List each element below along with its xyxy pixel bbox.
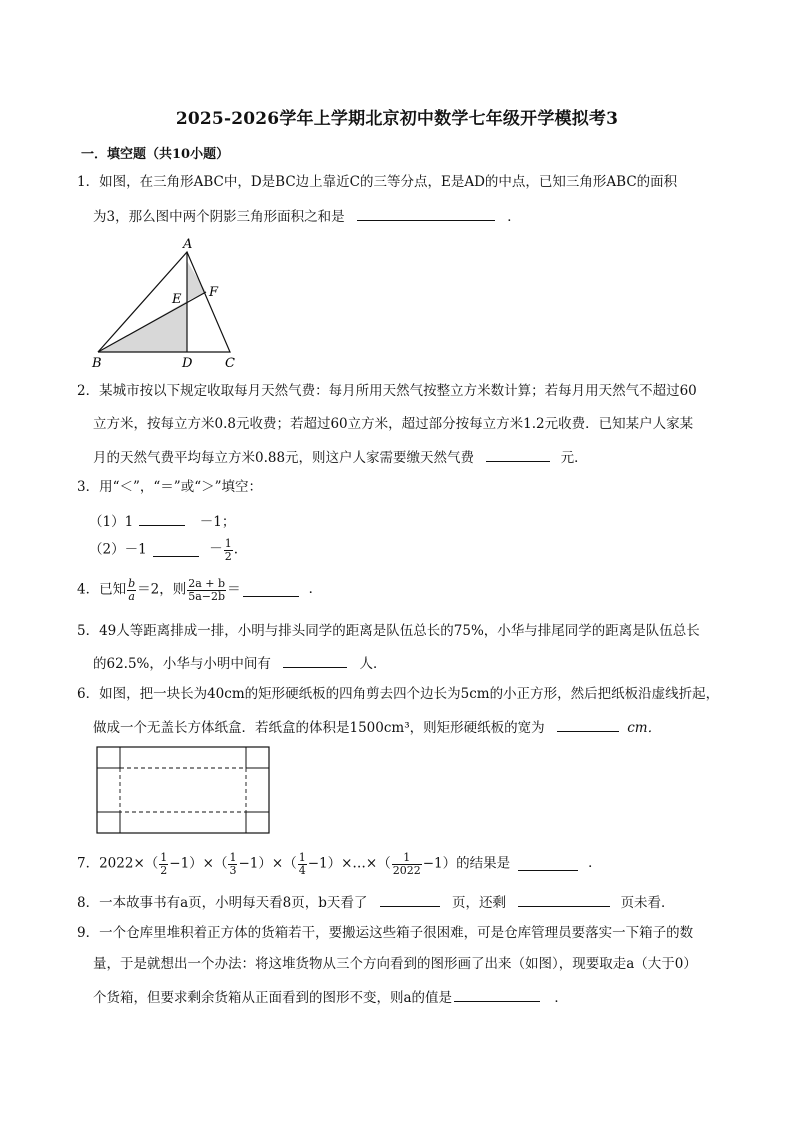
question-3-fraction [224, 538, 233, 562]
question-6-answer-blank[interactable] [557, 719, 619, 732]
question-3-part-2-minus: － [209, 541, 223, 558]
fraction-denominator: 2 [224, 549, 232, 563]
fraction-denominator: a [128, 589, 135, 603]
question-6-unit: cm． [627, 720, 662, 736]
question-6-line-1 [77, 688, 719, 702]
question-2-text-1: 某城市按以下规定收取每月天然气费：每月所用天然气按整立方米数计算；若每月用天然气不超过60 [99, 383, 697, 399]
question-5-number: 5． [77, 623, 100, 639]
question-6-text-1: 如图，把一块长为40cm的矩形硬纸板的四角剪去四个边长为5cm的小正方形，然后把纸板沿虚线折起， [99, 686, 720, 702]
question-2-end: 元． [560, 450, 588, 466]
question-8-text-a: 一本故事书有a页，小明每天看8页，b天看了 [99, 895, 368, 911]
question-7-text-a2: −1）×（ [169, 855, 228, 872]
question-9-text-3: 个货箱，但要求剩余货箱从正面看到的图形不变，则a的值是 [93, 990, 453, 1006]
page-title: 2025-2026学年上学期北京初中数学七年级开学模拟考3 [175, 109, 619, 129]
label-f: F [209, 285, 219, 300]
question-3-part-2-left: （2）－1 [89, 541, 147, 558]
question-2-text-3: 月的天然气费平均每立方米0.88元，则这户人家需要缴天然气费 [93, 450, 475, 466]
question-3-part-2 [89, 538, 238, 562]
question-9-text-1: 一个仓库里堆积着正方体的货箱若干，要搬运这些箱子很困难，可是仓库管理员要落实一下箱子的数 [99, 925, 694, 941]
question-8-text-b: 页，还剩 [451, 895, 506, 911]
fraction-denominator: 2 [160, 863, 168, 877]
fraction-denominator: 3 [229, 863, 237, 877]
question-2-line-3 [93, 449, 588, 466]
cardboard-figure [96, 746, 272, 836]
question-7-text-a4: −1）×…×（ [307, 855, 391, 872]
fraction-numerator: 1 [298, 851, 306, 864]
question-4-fraction-1 [127, 578, 136, 602]
question-3-part-2-blank[interactable] [153, 544, 199, 557]
question-5-answer-blank[interactable] [283, 655, 347, 668]
fraction-denominator: 4 [298, 863, 306, 877]
fraction-numerator: 1 [160, 851, 168, 864]
question-7-text-a5: −1）的结果是 [422, 855, 511, 872]
question-5-line-2 [93, 655, 386, 672]
question-7-text-a3: −1）×（ [238, 855, 297, 872]
question-8-number: 8． [77, 895, 100, 911]
question-7-text-a: 2022×（ [99, 855, 159, 872]
question-5-line-1 [77, 625, 700, 639]
question-1-answer-blank[interactable] [357, 208, 495, 221]
question-7-fraction-4 [392, 852, 422, 876]
question-1-text-2: 为3，那么图中两个阴影三角形面积之和是 [93, 209, 345, 225]
question-3-part-1 [89, 513, 235, 530]
question-8-text-c: 页未看． [620, 895, 675, 911]
question-4-number: 4． [77, 581, 100, 598]
label-c: C [225, 356, 235, 370]
question-4-text-c: ＝ [227, 581, 241, 598]
question-6-text-2: 做成一个无盖长方体纸盒．若纸盒的体积是1500cm³，则矩形硬纸板的宽为 [93, 720, 545, 736]
fraction-numerator: 2a + b [188, 577, 226, 590]
question-3-text-1: 用“＜”，“＝”或“＞”填空： [99, 479, 263, 495]
question-7-number: 7． [77, 855, 100, 872]
question-8-answer-blank-2[interactable] [518, 894, 610, 907]
question-1-line-1 [77, 176, 677, 190]
question-4-end: ． [308, 581, 323, 598]
fraction-denominator: 5a−2b [188, 589, 226, 603]
question-4-answer-blank[interactable] [243, 584, 299, 597]
question-9-text-2: 量，于是就想出一个办法：将这堆货物从三个方向看到的图形画了出来（如图），现要取走a（大于0） [93, 956, 697, 972]
question-7-line [77, 852, 602, 876]
question-4-fraction-2 [187, 578, 226, 602]
question-2-answer-blank[interactable] [486, 449, 550, 462]
fraction-numerator: 1 [392, 852, 422, 865]
question-7-fraction-1 [159, 852, 168, 876]
cardboard-outline [97, 747, 269, 833]
question-8-answer-blank-1[interactable] [380, 894, 440, 907]
fold-dashed-rect [120, 768, 246, 812]
fraction-numerator: 1 [229, 851, 237, 864]
question-2-line-1 [77, 385, 697, 399]
question-7-answer-blank[interactable] [518, 858, 578, 871]
fraction-numerator: 1 [224, 537, 232, 550]
question-3-number: 3． [77, 479, 100, 495]
shaded-triangle-right [187, 261, 206, 301]
question-2-number: 2． [77, 383, 100, 399]
question-7-fraction-3 [298, 852, 307, 876]
question-4-text-b: ＝2，则 [137, 581, 187, 598]
question-5-text-1: 49人等距离排成一排，小明与排头同学的距离是队伍总长的75%，小华与排尾同学的距离是队伍总长 [99, 623, 700, 639]
fraction-numerator: b [128, 577, 136, 590]
fraction-denominator: 2022 [392, 863, 421, 877]
question-9-answer-blank[interactable] [454, 989, 540, 1002]
triangle-figure [88, 236, 248, 370]
label-e: E [172, 292, 182, 307]
question-9-end: ． [554, 990, 568, 1006]
question-8-line [77, 894, 675, 911]
question-4-line [77, 578, 322, 602]
question-3-line-1 [77, 481, 262, 495]
question-7-end: ． [588, 855, 602, 872]
question-1-line-2 [93, 208, 521, 225]
question-9-line-3 [93, 989, 568, 1006]
question-3-part-1-blank[interactable] [139, 513, 185, 526]
question-2-text-2: 立方米，按每立方米0.8元收费；若超过60立方米，超过部分按每立方米1.2元收费．已知某户人家某 [93, 416, 694, 432]
question-5-text-2: 的62.5%，小华与小明中间有 [93, 656, 271, 672]
question-4-text-a: 已知 [99, 581, 127, 598]
question-5-end: 人． [359, 656, 387, 672]
label-b: B [92, 356, 102, 370]
section-heading: 一．填空题（共10小题） [81, 147, 230, 162]
question-1-text-1: 如图，在三角形ABC中，D是BC边上靠近C的三等分点，E是AD的中点，已知三角形ABC的面积 [99, 174, 678, 190]
question-1-number: 1． [77, 174, 100, 190]
question-3-part-1-right: －1； [199, 514, 236, 530]
label-d: D [182, 356, 193, 370]
question-3-part-2-end: . [233, 541, 239, 558]
question-1-end: ． [507, 209, 521, 225]
question-7-fraction-2 [228, 852, 237, 876]
question-6-line-2 [93, 719, 661, 736]
label-a: A [183, 237, 193, 252]
question-9-number: 9． [77, 925, 100, 941]
question-6-number: 6． [77, 686, 100, 702]
question-3-part-1-left: （1）1 [89, 514, 134, 530]
question-9-line-1 [77, 927, 693, 941]
